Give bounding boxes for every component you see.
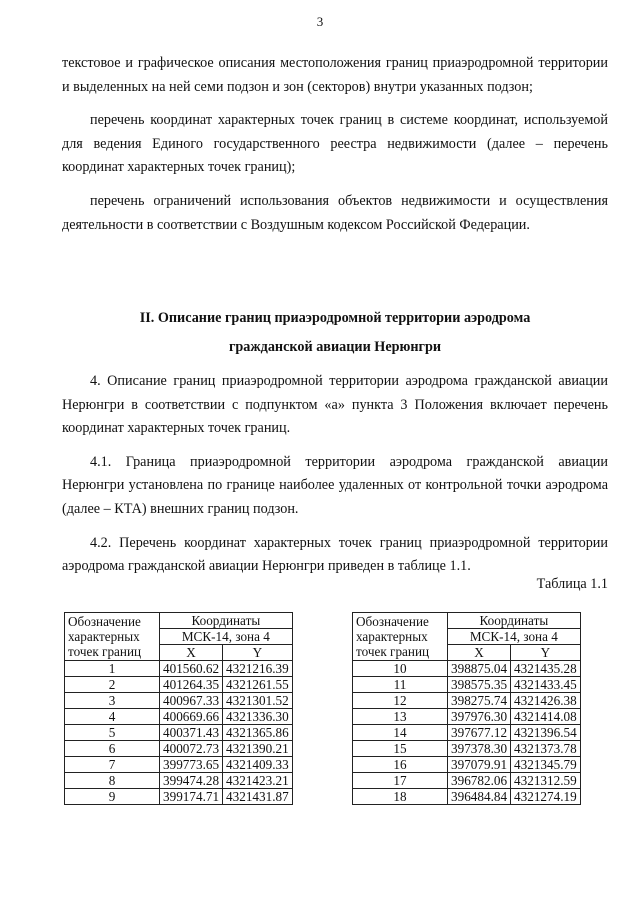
y-coordinate-cell: 4321261.55: [223, 677, 293, 693]
point-number-cell: 2: [65, 677, 160, 693]
point-number-cell: 10: [353, 661, 448, 677]
y-coordinate-cell: 4321426.38: [511, 693, 581, 709]
point-number-cell: 4: [65, 709, 160, 725]
y-coordinate-cell: 4321423.21: [223, 773, 293, 789]
point-number-cell: 16: [353, 757, 448, 773]
designation-header: Обозначение характерных точек границ: [353, 613, 448, 661]
table-row: [353, 741, 581, 757]
table-row: [353, 661, 581, 677]
point-number-cell: 1: [65, 661, 160, 677]
section-heading-line-1: II. Описание границ приаэродромной территории аэродрома: [139, 310, 531, 326]
x-coordinate-cell: 397677.12: [448, 725, 511, 741]
x-header: X: [160, 645, 223, 661]
y-coordinate-cell: 4321216.39: [223, 661, 293, 677]
intro-text: [62, 52, 608, 247]
paragraph-4-2: 4.2. Перечень координат характерных точек границ приаэродромной территории аэродрома гражданской авиации Нерюнгри приведен в таблице 1.1.: [62, 534, 608, 575]
y-coordinate-cell: 4321414.08: [511, 709, 581, 725]
x-coordinate-cell: 399773.65: [160, 757, 223, 773]
x-coordinate-cell: 398575.35: [448, 677, 511, 693]
y-coordinate-cell: 4321365.86: [223, 725, 293, 741]
y-coordinate-cell: 4321435.28: [511, 661, 581, 677]
point-number-cell: 7: [65, 757, 160, 773]
x-coordinate-cell: 400072.73: [160, 741, 223, 757]
point-number-cell: 14: [353, 725, 448, 741]
x-coordinate-cell: 400371.43: [160, 725, 223, 741]
section-text: [62, 370, 608, 589]
coordinates-table-right: [352, 612, 581, 805]
table-row: [65, 773, 293, 789]
x-coordinate-cell: 401264.35: [160, 677, 223, 693]
table-row: [65, 757, 293, 773]
y-header: Y: [511, 645, 581, 661]
table-row: [65, 693, 293, 709]
x-coordinate-cell: 400669.66: [160, 709, 223, 725]
point-number-cell: 17: [353, 773, 448, 789]
x-coordinate-cell: 396484.84: [448, 789, 511, 805]
y-coordinate-cell: 4321274.19: [511, 789, 581, 805]
y-coordinate-cell: 4321396.54: [511, 725, 581, 741]
table-row: [353, 757, 581, 773]
y-coordinate-cell: 4321312.59: [511, 773, 581, 789]
paragraph-1: текстовое и графическое описания местоположения границ приаэродромной территории и выделенных на ней семи подзон и зон (секторов) внутри указанных подзон;: [62, 55, 608, 95]
y-coordinate-cell: 4321433.45: [511, 677, 581, 693]
table-row: [65, 677, 293, 693]
coords-system-header: МСК-14, зона 4: [160, 629, 293, 645]
y-header: Y: [223, 645, 293, 661]
section-heading: [62, 304, 608, 362]
paragraph-4: 4. Описание границ приаэродромной территории аэродрома гражданской авиации Нерюнгри в соответствии с подпунктом «а» пункта 3 Положения включает перечень координат характерных точек границ.: [62, 373, 608, 437]
table-left-body: [65, 661, 293, 805]
x-coordinate-cell: 397976.30: [448, 709, 511, 725]
point-number-cell: 13: [353, 709, 448, 725]
table-row: [353, 789, 581, 805]
y-coordinate-cell: 4321345.79: [511, 757, 581, 773]
table-right-body: [353, 661, 581, 805]
table-row: [65, 741, 293, 757]
point-number-cell: 15: [353, 741, 448, 757]
x-coordinate-cell: 399474.28: [160, 773, 223, 789]
x-coordinate-cell: 397079.91: [448, 757, 511, 773]
x-coordinate-cell: 398875.04: [448, 661, 511, 677]
paragraph-3: перечень ограничений использования объектов недвижимости и осуществления деятельности в соответствии с Воздушным кодексом Российской Федерации.: [62, 192, 608, 233]
point-number-cell: 12: [353, 693, 448, 709]
table-row: [353, 725, 581, 741]
point-number-cell: 18: [353, 789, 448, 805]
table-row: [353, 709, 581, 725]
table-row: [353, 693, 581, 709]
paragraph-4-1: 4.1. Граница приаэродромной территории аэродрома гражданской авиации Нерюнгри установлена по границе наиболее удаленных от контрольной точки аэродрома (далее – КТА) внешних границ подзон.: [62, 453, 608, 517]
point-number-cell: 5: [65, 725, 160, 741]
x-coordinate-cell: 401560.62: [160, 661, 223, 677]
y-coordinate-cell: 4321301.52: [223, 693, 293, 709]
x-coordinate-cell: 400967.33: [160, 693, 223, 709]
point-number-cell: 9: [65, 789, 160, 805]
table-row: [65, 725, 293, 741]
y-coordinate-cell: 4321431.87: [223, 789, 293, 805]
section-heading-line-2: гражданской авиации Нерюнгри: [228, 339, 442, 355]
y-coordinate-cell: 4321390.21: [223, 741, 293, 757]
coords-system-header: МСК-14, зона 4: [448, 629, 581, 645]
point-number-cell: 8: [65, 773, 160, 789]
x-coordinate-cell: 397378.30: [448, 741, 511, 757]
table-row: [353, 677, 581, 693]
x-coordinate-cell: 396782.06: [448, 773, 511, 789]
x-coordinate-cell: 398275.74: [448, 693, 511, 709]
point-number-cell: 3: [65, 693, 160, 709]
page-number: 3: [316, 14, 324, 29]
table-row: [65, 709, 293, 725]
x-coordinate-cell: 399174.71: [160, 789, 223, 805]
y-coordinate-cell: 4321336.30: [223, 709, 293, 725]
paragraph-2: перечень координат характерных точек границ в системе координат, используемой для ведения Единого государственного реестра недвижимости (далее – перечень координат характерных точек границ);: [62, 112, 608, 176]
y-coordinate-cell: 4321409.33: [223, 757, 293, 773]
table-row: [353, 773, 581, 789]
point-number-cell: 11: [353, 677, 448, 693]
coords-header: Координаты: [448, 613, 581, 629]
coords-header: Координаты: [160, 613, 293, 629]
table-row: [65, 661, 293, 677]
coordinates-table-left: [64, 612, 293, 805]
y-coordinate-cell: 4321373.78: [511, 741, 581, 757]
x-header: X: [448, 645, 511, 661]
table-caption: Таблица 1.1: [536, 576, 608, 592]
table-row: [65, 789, 293, 805]
point-number-cell: 6: [65, 741, 160, 757]
designation-header: Обозначение характерных точек границ: [65, 613, 160, 661]
